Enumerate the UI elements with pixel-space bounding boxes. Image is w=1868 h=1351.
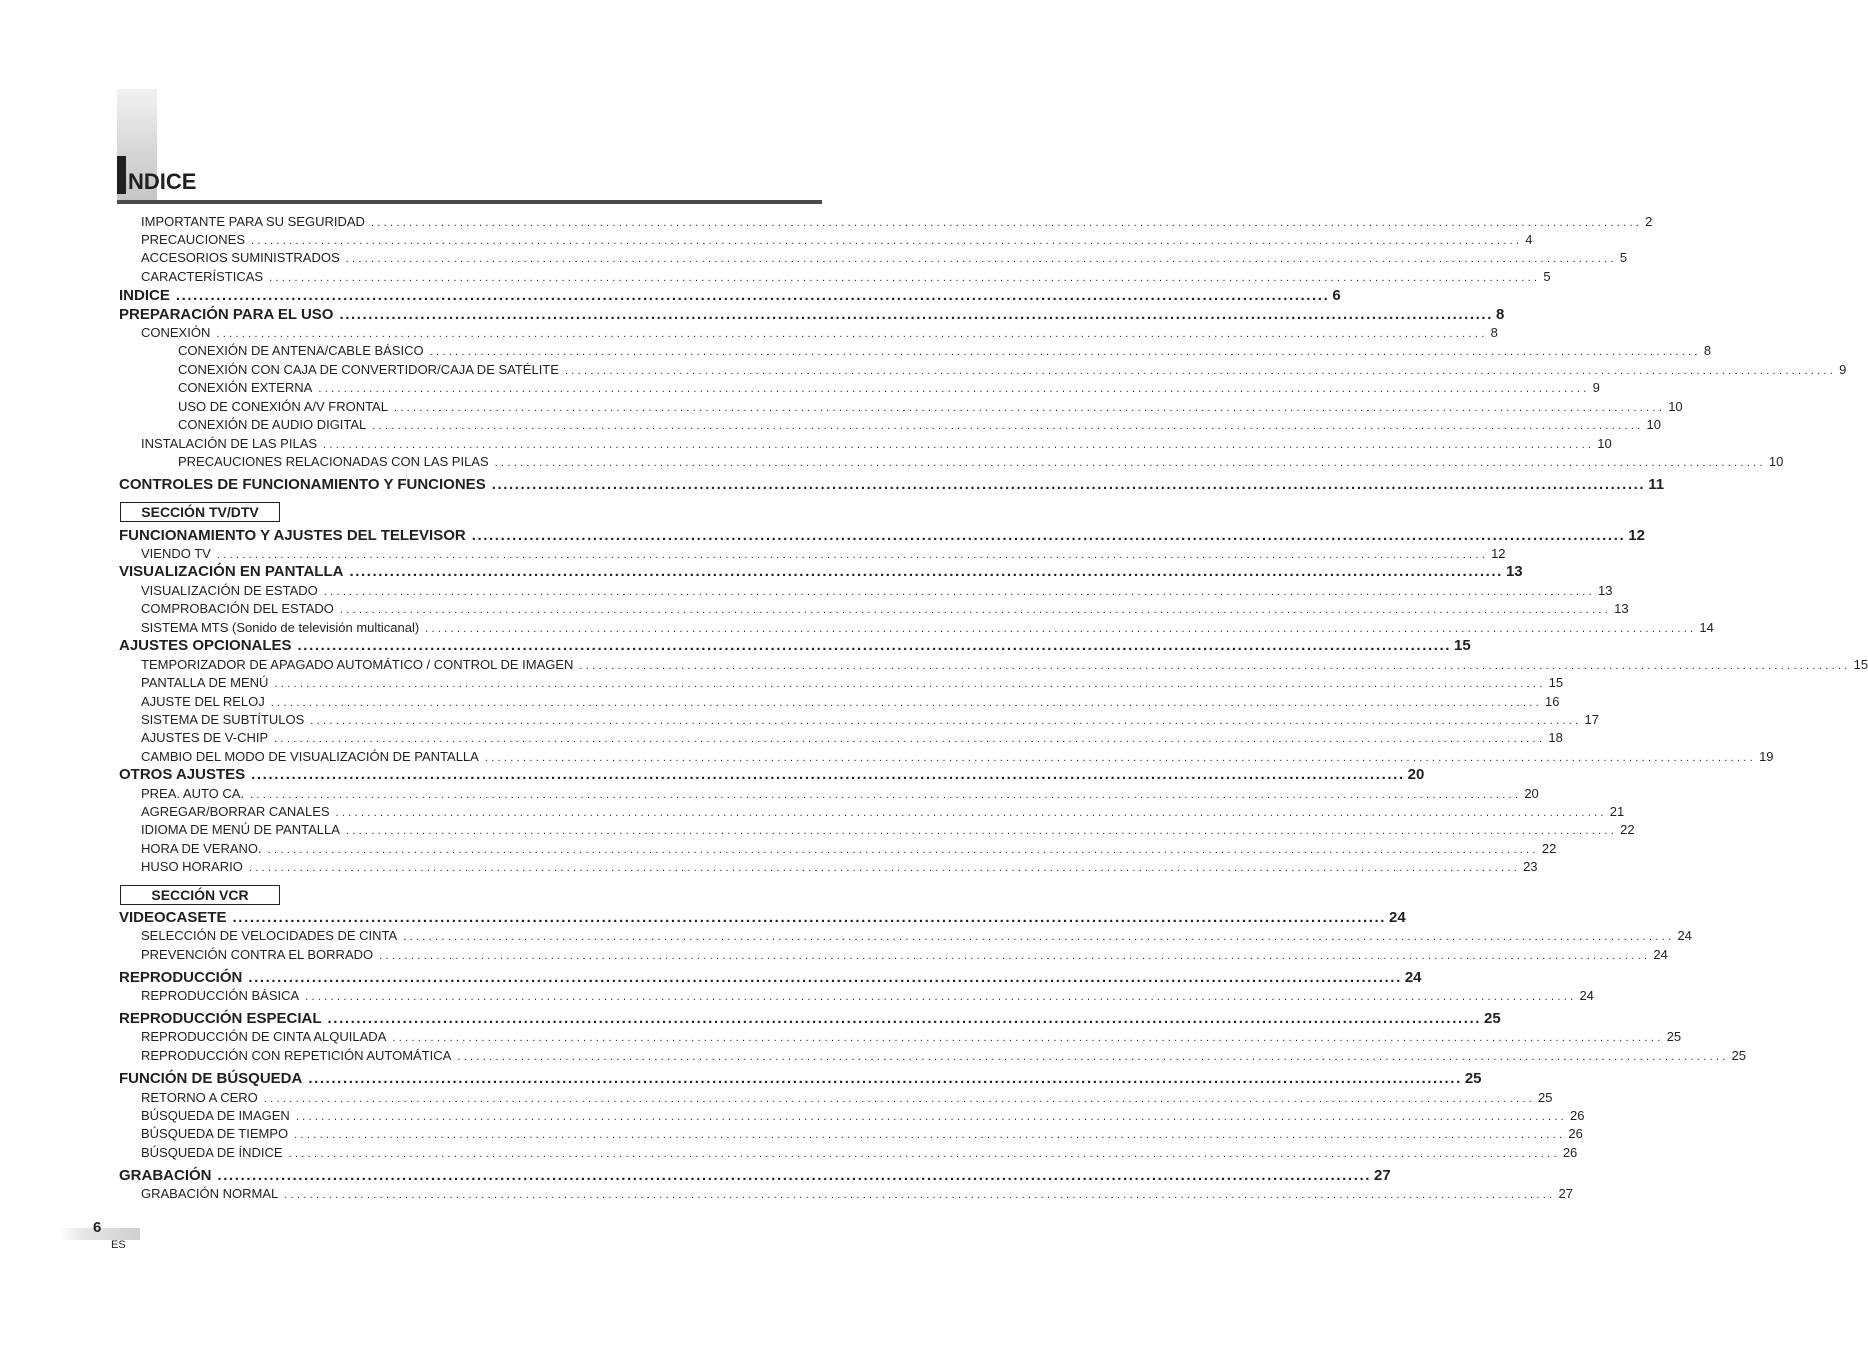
toc-entry [0,546,1506,564]
toc-entry-page: 24 [1389,909,1406,926]
toc-entry-page: 15 [1454,637,1471,654]
toc-leader-dots: ........................................................................................................................................................................................................ [564,365,1837,377]
toc-entry [0,749,1774,767]
toc-entry-label: VIENDO TV [141,546,211,561]
toc-entry-label: CAMBIO DEL MODO DE VISUALIZACIÓN DE PANTALLA [141,749,479,764]
toc-entry-page: 26 [1562,1145,1578,1160]
toc-entry-page: 8 [1490,325,1498,340]
toc-leader-dots: ........................................................................................................................................................................................................ [288,1148,1560,1160]
toc-entry-label: REPRODUCCIÓN ESPECIAL [119,1010,322,1027]
toc-entry-page: 25 [1538,1090,1553,1105]
toc-entry [0,476,1665,494]
toc-entry-label: REPRODUCCIÓN [119,969,243,986]
toc-entry-page: 25 [1666,1029,1682,1044]
toc-entry [0,675,1564,693]
toc-entry-page: 6 [1332,287,1341,304]
toc-entry [0,214,1653,232]
toc-entry-label: PRECAUCIONES RELACIONADAS CON LAS PILAS [178,454,489,469]
section-box-tv-dtv: SECCIÓN TV/DTV [120,502,280,522]
toc-entry [0,1010,1501,1028]
toc-leader-dots: ........................................................................................................................................................................................................ [248,862,1521,874]
toc-entry [0,362,1847,380]
toc-leader-dots: ........................................................................................................................................................................................................ [484,752,1757,764]
toc-entry-label: FUNCIÓN DE BÚSQUEDA [119,1070,303,1087]
toc-entry-page: 5 [1619,250,1628,265]
toc-entry [0,380,1600,398]
toc-entry-page: 2 [1645,214,1653,229]
toc-entry-label: CONTROLES DE FUNCIONAMIENTO Y FUNCIONES [119,476,486,493]
toc-entry-page: 13 [1614,601,1629,616]
toc-entry [0,637,1471,655]
toc-entry-page: 8 [1495,306,1505,323]
toc-entry [0,269,1551,287]
toc-entry-label: AJUSTES OPCIONALES [119,637,292,654]
toc-entry-label: CONEXIÓN CON CAJA DE CONVERTIDOR/CAJA DE SATÉLITE [178,362,559,377]
toc-entry [0,287,1341,305]
toc-leader-dots: ........................................................................................................................................................................................................ [403,931,1675,943]
toc-entry-label: PANTALLA DE MENÚ [141,675,269,690]
toc-leader-dots: ........................................................................................................................................................................................................ [248,969,1402,986]
toc-entry-label: TEMPORIZADOR DE APAGADO AUTOMÁTICO / CONTROL DE IMAGEN [141,657,574,672]
toc-entry-label: GRABACIÓN [119,1167,212,1184]
toc-entry [0,1070,1482,1088]
toc-entry-label: CONEXIÓN DE ANTENA/CABLE BÁSICO [178,343,424,358]
toc-leader-dots: ........................................................................................................................................................................................................ [216,549,1489,561]
toc-entry-page: 13 [1597,583,1613,598]
toc-entry-page: 20 [1524,786,1539,801]
toc-entry-page: 5 [1543,269,1551,284]
title-initial-i [117,156,126,194]
toc-entry-page: 24 [1404,969,1422,986]
toc-leader-dots: ........................................................................................................................................................................................................ [310,715,1582,727]
toc-entry [0,766,1425,784]
toc-entry-page: 24 [1677,928,1692,943]
page-title-text: NDICE [128,169,197,194]
toc-entry-label: CONEXIÓN EXTERNA [178,380,313,395]
toc-entry-page: 11 [1648,476,1665,493]
toc-entry-label: BÚSQUEDA DE ÍNDICE [141,1145,283,1160]
toc-entry-page: 26 [1568,1126,1583,1141]
toc-entry [0,928,1692,946]
toc-entry-label: CARACTERÍSTICAS [141,269,264,284]
toc-leader-dots: ........................................................................................................................................................................................................ [323,439,1595,451]
toc-entry-label: BÚSQUEDA DE TIEMPO [141,1126,289,1141]
toc-entry-label: OTROS AJUSTES [119,766,246,783]
toc-entry-page: 19 [1759,749,1774,764]
toc-entry [0,306,1505,324]
toc-leader-dots: ........................................................................................................................................................................................................ [251,766,1405,783]
toc-leader-dots: ........................................................................................................................................................................................................ [392,1032,1664,1044]
toc-leader-dots: ........................................................................................................................................................................................................ [263,1093,1536,1105]
toc-leader-dots: ........................................................................................................................................................................................................ [379,950,1651,962]
toc-leader-dots: ........................................................................................................................................................................................................ [274,733,1546,745]
toc-entry-page: 9 [1592,380,1600,395]
toc-entry-label: FUNCIONAMIENTO Y AJUSTES DEL TELEVISOR [119,527,466,544]
toc-leader-dots: ........................................................................................................................................................................................................ [345,825,1618,837]
toc-entry [0,804,1625,822]
toc-entry-page: 10 [1668,399,1683,414]
toc-leader-dots: ........................................................................................................................................................................................................ [284,1189,1556,1201]
toc-entry [0,712,1599,730]
toc-entry-page: 15 [1853,657,1868,672]
toc-entry-label: SELECCIÓN DE VELOCIDADES DE CINTA [141,928,398,943]
toc-entry-label: HUSO HORARIO [141,859,243,874]
toc-entry [0,694,1560,712]
toc-leader-dots: ........................................................................................................................................................................................................ [295,1111,1568,1123]
toc-entry-label: REPRODUCCIÓN BÁSICA [141,988,300,1003]
toc-entry [0,454,1784,472]
toc-entry [0,620,1714,638]
toc-entry-label: HORA DE VERANO. [141,841,262,856]
toc-entry-page: 27 [1374,1167,1391,1184]
toc-entry-page: 17 [1584,712,1599,727]
toc-entry [0,563,1523,581]
toc-entry-label: COMPROBACIÓN DEL ESTADO [141,601,334,616]
toc-entry [0,1126,1583,1144]
toc-entry-page: 26 [1570,1108,1585,1123]
toc-leader-dots: ........................................................................................................................................................................................................ [294,1129,1566,1141]
toc-leader-dots: ........................................................................................................................................................................................................ [370,217,1643,229]
toc-leader-dots: ........................................................................................................................................................................................................ [339,306,1493,323]
toc-leader-dots: ........................................................................................................................................................................................................ [393,402,1666,414]
toc-entry [0,1145,1578,1163]
toc-entry-page: 10 [1646,417,1661,432]
toc-entry-label: CONEXIÓN DE AUDIO DIGITAL [178,417,367,432]
toc-entry [0,1108,1585,1126]
toc-entry-page: 25 [1464,1070,1482,1087]
toc-entry [0,436,1612,454]
toc-entry-label: VISUALIZACIÓN EN PANTALLA [119,563,344,580]
toc-leader-dots: ........................................................................................................................................................................................................ [457,1051,1729,1063]
toc-leader-dots: ........................................................................................................................................................................................................ [270,697,1543,709]
toc-entry-page: 10 [1597,436,1612,451]
toc-entry-label: INSTALACIÓN DE LAS PILAS [141,436,318,451]
toc-leader-dots: ........................................................................................................................................................................................................ [323,586,1595,598]
toc-entry-label: IDIOMA DE MENÚ DE PANTALLA [141,822,340,837]
toc-leader-dots: ........................................................................................................................................................................................................ [335,807,1607,819]
language-code: ES [111,1239,126,1251]
title-rule [117,200,822,204]
toc-entry [0,822,1635,840]
toc-entry [0,417,1661,435]
toc-entry [0,232,1533,250]
toc-entry [0,988,1594,1006]
toc-leader-dots: ........................................................................................................................................................................................................ [425,623,1697,635]
toc-entry-page: 20 [1407,766,1425,783]
toc-entry-page: 4 [1525,232,1533,247]
toc-leader-dots: ........................................................................................................................................................................................................ [250,789,1522,801]
toc-entry [0,1186,1573,1204]
toc-entry-page: 25 [1484,1010,1501,1027]
toc-entry-label: REPRODUCCIÓN DE CINTA ALQUILADA [141,1029,387,1044]
toc-entry-label: ACCESORIOS SUMINISTRADOS [141,250,340,265]
toc-leader-dots: ........................................................................................................................................................................................................ [267,844,1539,856]
toc-leader-dots: ........................................................................................................................................................................................................ [579,660,1851,672]
toc-leader-dots: ........................................................................................................................................................................................................ [327,1010,1482,1027]
toc-entry-page: 14 [1699,620,1714,635]
toc-entry-label: AJUSTES DE V-CHIP [141,730,269,745]
toc-entry [0,657,1868,675]
toc-entry-page: 12 [1628,527,1645,544]
toc-entry-page: 24 [1579,988,1594,1003]
toc-entry [0,730,1563,748]
toc-leader-dots: ........................................................................................................................................................................................................ [339,604,1612,616]
toc-entry-label: VISUALIZACIÓN DE ESTADO [141,583,318,598]
toc-entry [0,1090,1553,1108]
toc-leader-dots: ........................................................................................................................................................................................................ [491,476,1646,493]
toc-entry [0,527,1645,545]
toc-entry-label: VIDEOCASETE [119,909,227,926]
toc-entry [0,343,1712,361]
toc-entry-label: AGREGAR/BORRAR CANALES [141,804,330,819]
toc-entry [0,601,1629,619]
toc-entry [0,1167,1391,1185]
toc-leader-dots: ........................................................................................................................................................................................................ [494,457,1766,469]
toc-entry-page: 21 [1609,804,1625,819]
toc-entry-label: BÚSQUEDA DE IMAGEN [141,1108,290,1123]
toc-leader-dots: ........................................................................................................................................................................................................ [232,909,1387,926]
page-number: 6 [93,1219,102,1236]
toc-entry-label: SISTEMA MTS (Sonido de televisión multicanal) [141,620,420,635]
toc-entry-page: 27 [1558,1186,1573,1201]
toc-entry [0,1048,1747,1066]
toc-entry-page: 22 [1620,822,1635,837]
toc-leader-dots: ........................................................................................................................................................................................................ [274,678,1546,690]
toc-entry-page: 18 [1548,730,1563,745]
toc-leader-dots: ........................................................................................................................................................................................................ [269,272,1541,284]
toc-entry [0,947,1668,965]
toc-leader-dots: ........................................................................................................................................................................................................ [318,383,1590,395]
toc-entry-label: CONEXIÓN [141,325,211,340]
toc-leader-dots: ........................................................................................................................................................................................................ [217,1167,1371,1184]
toc-entry-page: 16 [1545,694,1560,709]
toc-leader-dots: ........................................................................................................................................................................................................ [429,346,1701,358]
toc-leader-dots: ........................................................................................................................................................................................................ [345,253,1617,265]
toc-entry-label: PREPARACIÓN PARA EL USO [119,306,334,323]
toc-entry [0,1029,1682,1047]
toc-entry-label: SISTEMA DE SUBTÍTULOS [141,712,305,727]
toc-entry-label: IMPORTANTE PARA SU SEGURIDAD [141,214,365,229]
toc-entry-page: 25 [1731,1048,1747,1063]
section-box-vcr: SECCIÓN VCR [120,885,280,905]
toc-entry-label: RETORNO A CERO [141,1090,258,1105]
toc-entry-label: PRECAUCIONES [141,232,246,247]
toc-entry-label: INDICE [119,287,170,304]
toc-leader-dots: ........................................................................................................................................................................................................ [216,328,1488,340]
toc-entry-page: 10 [1768,454,1784,469]
toc-entry [0,859,1538,877]
toc-entry-label: USO DE CONEXIÓN A/V FRONTAL [178,399,388,414]
toc-entry-page: 8 [1703,343,1712,358]
toc-entry-label: REPRODUCCIÓN CON REPETICIÓN AUTOMÁTICA [141,1048,452,1063]
toc-entry-page: 9 [1839,362,1847,377]
toc-entry [0,786,1539,804]
toc-entry [0,250,1628,268]
toc-entry-page: 13 [1505,563,1523,580]
toc-leader-dots: ........................................................................................................................................................................................................ [305,991,1577,1003]
toc-entry-page: 24 [1653,947,1668,962]
toc-leader-dots: ........................................................................................................................................................................................................ [349,563,1503,580]
toc-leader-dots: ........................................................................................................................................................................................................ [297,637,1452,654]
toc-entry [0,325,1498,343]
toc-entry [0,583,1613,601]
toc-entry [0,969,1422,987]
toc-entry-page: 12 [1491,546,1506,561]
toc-entry-page: 23 [1523,859,1538,874]
toc-entry-page: 15 [1548,675,1564,690]
toc-leader-dots: ........................................................................................................................................................................................................ [175,287,1330,304]
toc-leader-dots: ........................................................................................................................................................................................................ [251,235,1523,247]
toc-leader-dots: ........................................................................................................................................................................................................ [372,420,1644,432]
toc-entry-label: GRABACIÓN NORMAL [141,1186,279,1201]
toc-leader-dots: ........................................................................................................................................................................................................ [308,1070,1462,1087]
toc-entry [0,399,1683,417]
toc-entry-page: 22 [1541,841,1557,856]
toc-entry-label: PREVENCIÓN CONTRA EL BORRADO [141,947,374,962]
toc-entry-label: PREA. AUTO CA. [141,786,245,801]
toc-entry-label: AJUSTE DEL RELOJ [141,694,265,709]
toc-leader-dots: ........................................................................................................................................................................................................ [471,527,1626,544]
toc-entry [0,841,1557,859]
toc-entry [0,909,1406,927]
